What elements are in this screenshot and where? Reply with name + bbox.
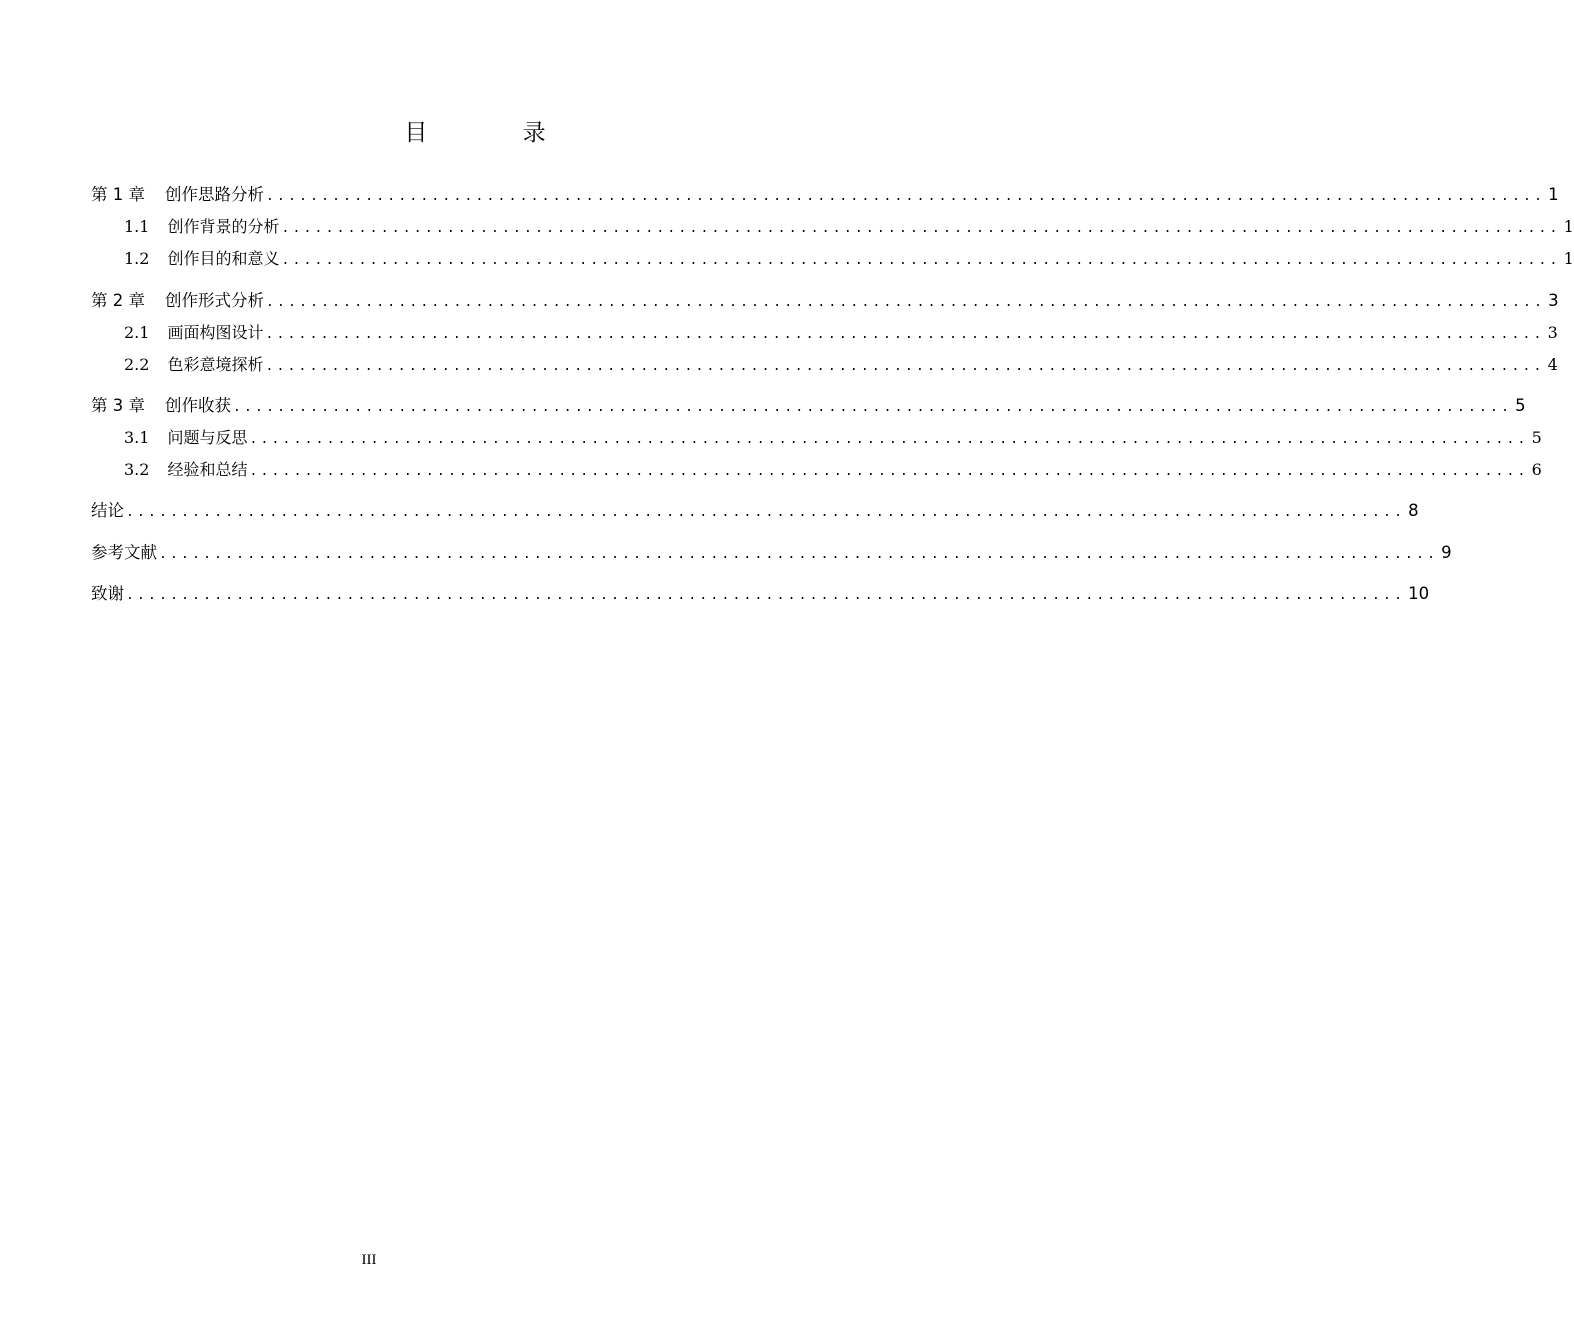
toc-entry-label: 致谢 (91, 584, 124, 603)
toc-entry-page: 6 (1531, 460, 1542, 479)
toc-entry-number: 2.2 (124, 355, 150, 374)
toc-entry-chapter-3[interactable] (91, 394, 1526, 418)
toc-leader-dots: .................................................................................................................... (281, 221, 1561, 236)
toc-entry-number: 第 3 章 (91, 396, 145, 415)
toc-leader-dots: .................................................................................................................... (266, 295, 1546, 310)
toc-entry-label: 创作形式分析 (165, 291, 264, 310)
toc-leader-dots: .................................................................................................................... (233, 400, 1513, 415)
toc-entry-number: 3.2 (124, 460, 150, 479)
toc-entry-page: 10 (1408, 584, 1430, 603)
page-number: III (361, 1252, 377, 1268)
toc-entry-page: 1 (1563, 249, 1574, 268)
toc-entry-section-2-2[interactable] (124, 353, 1558, 377)
toc-entry-page: 1 (1563, 217, 1574, 236)
toc-leader-dots: .................................................................................................................... (159, 547, 1439, 562)
toc-entry-label: 创作目的和意义 (167, 249, 280, 268)
toc-entry-number: 第 2 章 (91, 291, 145, 310)
toc-entry-page: 8 (1408, 501, 1419, 520)
toc-entry-page: 5 (1531, 428, 1542, 447)
toc-entry-number: 第 1 章 (91, 185, 145, 204)
toc-entry-conclusion[interactable] (91, 499, 1419, 523)
toc-leader-dots: .................................................................................................................... (249, 464, 1529, 479)
toc-entry-chapter-1[interactable] (91, 183, 1559, 207)
toc-entry-label: 问题与反思 (167, 428, 248, 447)
toc-leader-dots: .................................................................................................................... (126, 505, 1406, 520)
toc-entry-label: 结论 (91, 501, 124, 520)
toc-entry-section-1-1[interactable] (124, 215, 1574, 239)
toc-entry-references[interactable] (91, 541, 1452, 565)
toc-entry-section-2-1[interactable] (124, 321, 1558, 345)
toc-leader-dots: .................................................................................................................... (265, 327, 1545, 342)
toc-entry-page: 4 (1547, 355, 1558, 374)
toc-entry-label: 创作背景的分析 (167, 217, 280, 236)
toc-leader-dots: .................................................................................................................... (126, 588, 1406, 603)
toc-entry-label: 经验和总结 (167, 460, 248, 479)
toc-leader-dots: .................................................................................................................... (265, 359, 1545, 374)
toc-entry-section-1-2[interactable] (124, 247, 1574, 271)
toc-entry-number: 2.1 (124, 323, 150, 342)
toc-entry-number: 3.1 (124, 428, 150, 447)
toc-leader-dots: .................................................................................................................... (249, 432, 1529, 447)
toc-entry-section-3-2[interactable] (124, 458, 1542, 482)
toc-entry-page: 1 (1548, 185, 1559, 204)
toc-entry-chapter-2[interactable] (91, 289, 1559, 313)
toc-entry-label: 创作思路分析 (165, 185, 264, 204)
toc-entry-page: 9 (1441, 543, 1452, 562)
toc-entry-number: 1.2 (124, 249, 150, 268)
toc-entry-label: 画面构图设计 (167, 323, 264, 342)
toc-leader-dots: .................................................................................................................... (266, 189, 1546, 204)
toc-leader-dots: .................................................................................................................... (281, 253, 1561, 268)
toc-entry-page: 3 (1547, 323, 1558, 342)
toc-entry-section-3-1[interactable] (124, 426, 1542, 450)
toc-entry-acknowledgements[interactable] (91, 582, 1430, 606)
toc-entry-number: 1.1 (124, 217, 150, 236)
toc-entry-page: 5 (1515, 396, 1526, 415)
toc-entry-label: 参考文献 (91, 543, 157, 562)
toc-entry-label: 色彩意境探析 (167, 355, 264, 374)
page-title: 目 录 (404, 120, 590, 146)
toc-entry-label: 创作收获 (165, 396, 231, 415)
toc-entry-page: 3 (1548, 291, 1559, 310)
